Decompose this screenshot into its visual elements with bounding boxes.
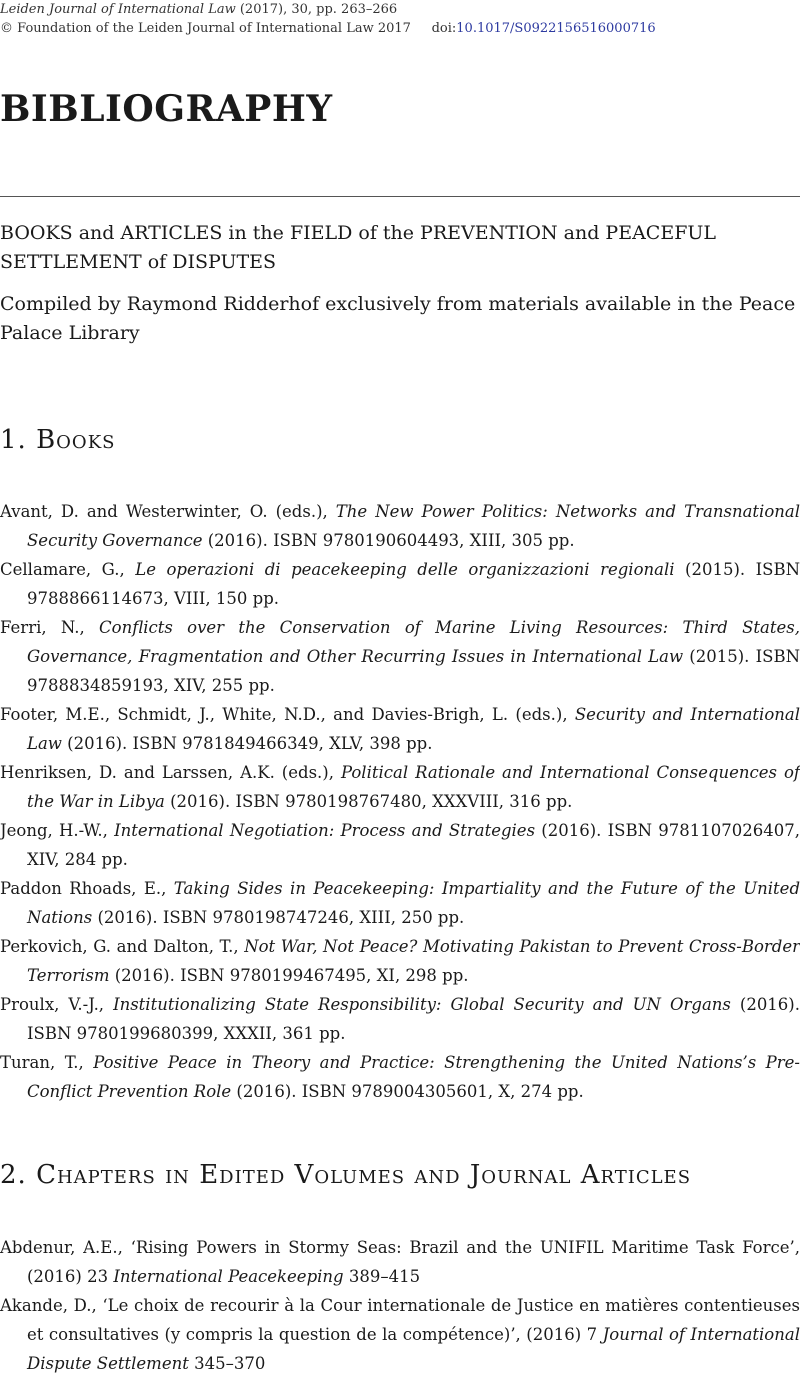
section-heading-books: 1. Books (0, 425, 116, 455)
entry-authors: Turan, T., (0, 1053, 94, 1072)
doi-prefix: doi: (431, 21, 457, 36)
entry-title: Journal of International Dispute Settlement (27, 1325, 800, 1373)
entry-title: Conflicts over the Conservation of Marine Living Resources: Third States, Governance, Fragmentation and Other Recurring Issues in International Law (27, 618, 800, 666)
bibliography-entry (0, 874, 800, 932)
journal-citation-line (0, 0, 656, 19)
bibliography-entry (0, 555, 800, 613)
bibliography-entry (0, 932, 800, 990)
bibliography-entry (0, 1048, 800, 1106)
section-heading-articles: 2. Chapters in Edited Volumes and Journal Articles (0, 1160, 692, 1190)
copyright-line (0, 19, 656, 38)
entry-authors: Cellamare, G., (0, 560, 136, 579)
bibliography-entry (0, 758, 800, 816)
entry-authors: Henriksen, D. and Larssen, A.K. (eds.), (0, 763, 341, 782)
bibliography-entry (0, 497, 800, 555)
bibliography-entry (0, 700, 800, 758)
entry-title: The New Power Politics: Networks and Transnational Security Governance (27, 502, 800, 550)
entry-details: (2016). ISBN 9789004305601, X, 274 pp. (231, 1082, 584, 1101)
doi-link[interactable]: 10.1017/S0922156516000716 (456, 21, 656, 36)
entry-details: (2015). ISBN 9788866114673, VIII, 150 pp. (27, 560, 800, 608)
entry-details: (2016). ISBN 9780198767480, XXXVIII, 316 pp. (164, 792, 573, 811)
entry-details: (2016). ISBN 9780198747246, XIII, 250 pp. (92, 908, 465, 927)
entry-title: International Peacekeeping (113, 1267, 344, 1286)
entry-title: Institutionalizing State Responsibility: Global Security and UN Organs (113, 995, 731, 1014)
entry-title: Political Rationale and International Consequences of the War in Libya (27, 763, 800, 811)
bibliography-entry (0, 1291, 800, 1378)
entry-details: 345–370 (188, 1354, 266, 1373)
entry-details: (2016). ISBN 9780199467495, XI, 298 pp. (109, 966, 469, 985)
entry-title: Not War, Not Peace? Motivating Pakistan to Prevent Cross-Border Terrorism (27, 937, 800, 985)
entry-details: (2016). ISBN 9780190604493, XIII, 305 pp. (202, 531, 575, 550)
entry-title: Security and International Law (27, 705, 800, 753)
entry-authors: Avant, D. and Westerwinter, O. (eds.), (0, 502, 336, 521)
entry-authors: Perkovich, G. and Dalton, T., (0, 937, 245, 956)
entry-details: (2016). ISBN 9780199680399, XXXII, 361 pp. (27, 995, 800, 1043)
bibliography-entry (0, 816, 800, 874)
entry-authors: Proulx, V.-J., (0, 995, 114, 1014)
entry-title: Positive Peace in Theory and Practice: Strengthening the United Nations’s Pre-Conflict Prevention Role (27, 1053, 800, 1101)
page-title: BIBLIOGRAPHY (0, 88, 333, 130)
entry-title: Taking Sides in Peacekeeping: Impartiality and the Future of the United Nations (27, 879, 800, 927)
entry-authors: Abdenur, A.E., ‘Rising Powers in Stormy Seas: Brazil and the UNIFIL Maritime Task Force’, (2016) 23 (0, 1238, 800, 1286)
articles-list (0, 1233, 800, 1378)
bibliography-entry (0, 1233, 800, 1291)
running-header (0, 0, 656, 38)
entry-authors: Paddon Rhoads, E., (0, 879, 174, 898)
journal-name: Leiden Journal of International Law (0, 2, 236, 17)
entry-details: (2016). ISBN 9781849466349, XLV, 398 pp. (61, 734, 433, 753)
entry-title: International Negotiation: Process and Strategies (114, 821, 536, 840)
title-divider (0, 196, 800, 197)
entry-authors: Jeong, H.-W., (0, 821, 115, 840)
entry-authors: Footer, M.E., Schmidt, J., White, N.D., and Davies-Brigh, L. (eds.), (0, 705, 575, 724)
bibliography-entry (0, 613, 800, 700)
bibliography-entry (0, 990, 800, 1048)
entry-details: 389–415 (343, 1267, 421, 1286)
entry-authors: Akande, D., ‘Le choix de recourir à la Cour internationale de Justice en matières contentieuses et consultatives (y compris la question de la compétence)’, (2016) 7 (0, 1296, 800, 1344)
compiled-by-note: Compiled by Raymond Ridderhof exclusively from materials available in the Peace Palace Library (0, 293, 796, 344)
entry-details: (2015). ISBN 9788834859193, XIV, 255 pp. (27, 647, 800, 695)
books-list (0, 497, 800, 1106)
copyright-text: © Foundation of the Leiden Journal of International Law 2017 (0, 21, 411, 36)
entry-title: Le operazioni di peacekeeping delle organizzazioni regionali (135, 560, 675, 579)
journal-volume-pages: (2017), 30, pp. 263–266 (235, 2, 398, 17)
entry-details: (2016). ISBN 9781107026407, XIV, 284 pp. (27, 821, 800, 869)
bibliography-subtitle: BOOKS and ARTICLES in the FIELD of the PREVENTION and PEACEFUL SETTLEMENT of DISPUTES (0, 222, 717, 273)
entry-authors: Ferri, N., (0, 618, 100, 637)
